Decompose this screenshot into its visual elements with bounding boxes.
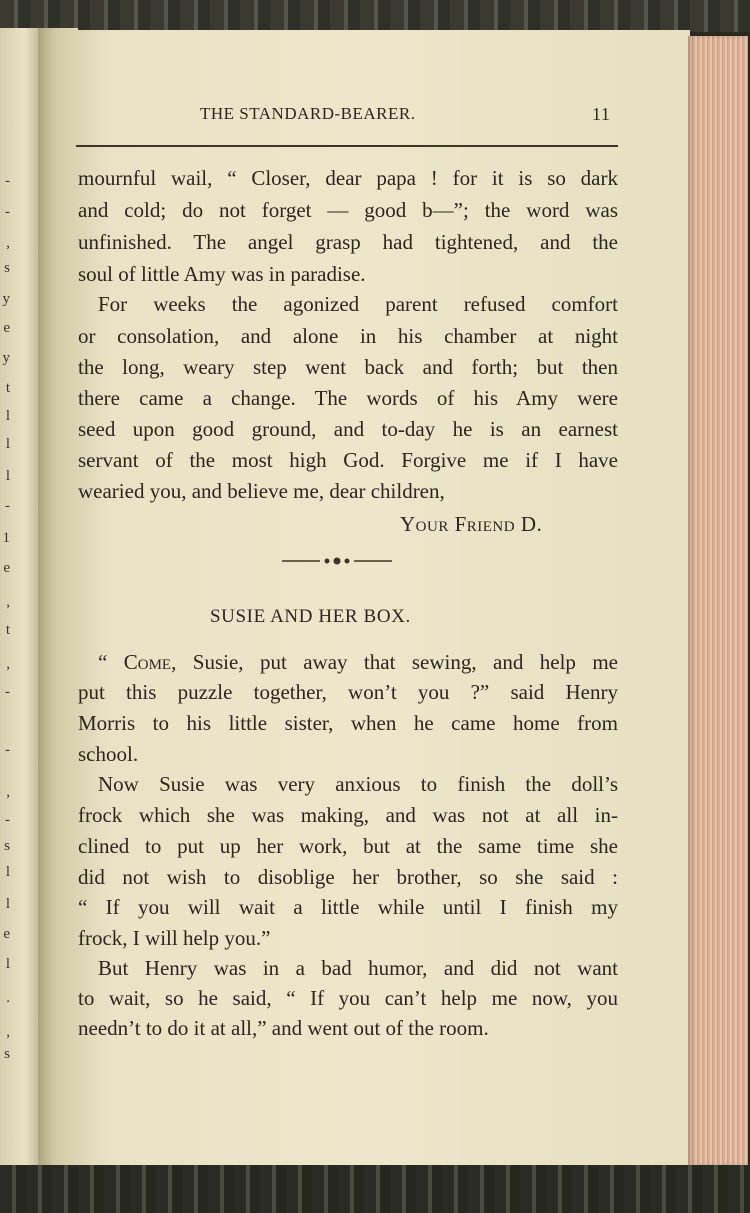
left-page-fragment: l (5, 408, 10, 424)
text-line: Morris to his little sister, when he came home from (78, 711, 618, 735)
left-page-fragment: l (5, 864, 10, 880)
left-page-fragment: - (5, 684, 10, 700)
left-page-fragment: e (3, 320, 10, 336)
text-line: put this puzzle together, won’t you ?” said Henry (78, 680, 618, 704)
running-header (0, 104, 750, 134)
left-page-fragment: s (4, 838, 10, 854)
left-page-fragment: l (5, 956, 10, 972)
left-page-fragment: l (5, 896, 10, 912)
text-line: to wait, so he said, “ If you can’t help me now, you (78, 986, 618, 1010)
text-line: school. (78, 742, 139, 766)
text-line: Now Susie was very anxious to finish the doll’s (98, 772, 618, 796)
section-divider-ornament (282, 553, 392, 569)
text-line: frock which she was making, and was not at all in- (78, 803, 618, 827)
opening-word: “ Come, (98, 650, 177, 674)
left-page-fragment: , (6, 784, 10, 800)
text-line: there came a change. The words of his Amy were (78, 386, 618, 410)
left-page-fragment: y (2, 291, 10, 307)
book-binding-bottom (0, 1165, 750, 1213)
left-page-fragment: . (6, 990, 10, 1006)
text-line (98, 646, 618, 678)
opening-line-rest: Susie, put away that sewing, and help me (176, 650, 618, 674)
story-title-text: SUSIE AND HER BOX. (210, 606, 411, 627)
left-page-fragment: , (6, 235, 10, 251)
left-page-fragment: t (5, 380, 10, 396)
text-line: seed upon good ground, and to-day he is an earnest (78, 417, 618, 441)
left-page-fragment: e (3, 560, 10, 576)
text-line: the long, weary step went back and forth; but then (78, 355, 618, 379)
left-page-fragment: e (3, 926, 10, 942)
left-page-fragment: 1 (2, 530, 10, 546)
left-page-fragment: , (6, 594, 10, 610)
left-page-fragment: - (5, 742, 10, 758)
left-page-fragment: - (5, 812, 10, 828)
text-line: “ If you will wait a little while until I finish my (78, 895, 618, 919)
text-line: For weeks the agonized parent refused comfort (98, 292, 618, 316)
text-line: clined to put up her work, but at the same time she (78, 834, 618, 858)
header-rule (76, 145, 618, 147)
left-page-fragment: , (6, 1024, 10, 1040)
text-line: unfinished. The angel grasp had tightened, and the (78, 230, 618, 254)
left-page-fragment: , (6, 656, 10, 672)
left-page-fragment: l (5, 436, 10, 452)
signature: Your Friend D. (400, 512, 543, 536)
page-edges (688, 36, 748, 1166)
text-line: soul of little Amy was in paradise. (78, 262, 366, 286)
text-line: mournful wail, “ Closer, dear papa ! for it is so dark (78, 166, 618, 190)
text-line: or consolation, and alone in his chamber at night (78, 324, 618, 348)
text-line: servant of the most high God. Forgive me if I have (78, 448, 618, 472)
left-page-fragment: - (5, 204, 10, 220)
story-title (0, 606, 750, 636)
left-page-fragment: s (4, 1046, 10, 1062)
running-title: THE STANDARD-BEARER. (200, 104, 416, 123)
left-page-fragment: y (2, 350, 10, 366)
left-page-fragment: - (5, 498, 10, 514)
text-line: wearied you, and believe me, dear children, (78, 479, 445, 503)
text-line: But Henry was in a bad humor, and did not want (98, 956, 618, 980)
text-line: needn’t to do it at all,” and went out of the room. (78, 1016, 489, 1040)
text-line: and cold; do not forget — good b—”; the word was (78, 198, 618, 222)
left-page-fragment: s (4, 260, 10, 276)
page-number: 11 (592, 104, 611, 124)
left-page-fragment: l (5, 468, 10, 484)
book-binding-top (0, 0, 750, 32)
text-line: did not wish to disoblige her brother, so she said : (78, 865, 618, 889)
left-page-fragment: - (5, 173, 10, 189)
left-page-edge (0, 28, 42, 1168)
text-line: frock, I will help you.” (78, 926, 271, 950)
left-page-fragment: t (5, 622, 10, 638)
